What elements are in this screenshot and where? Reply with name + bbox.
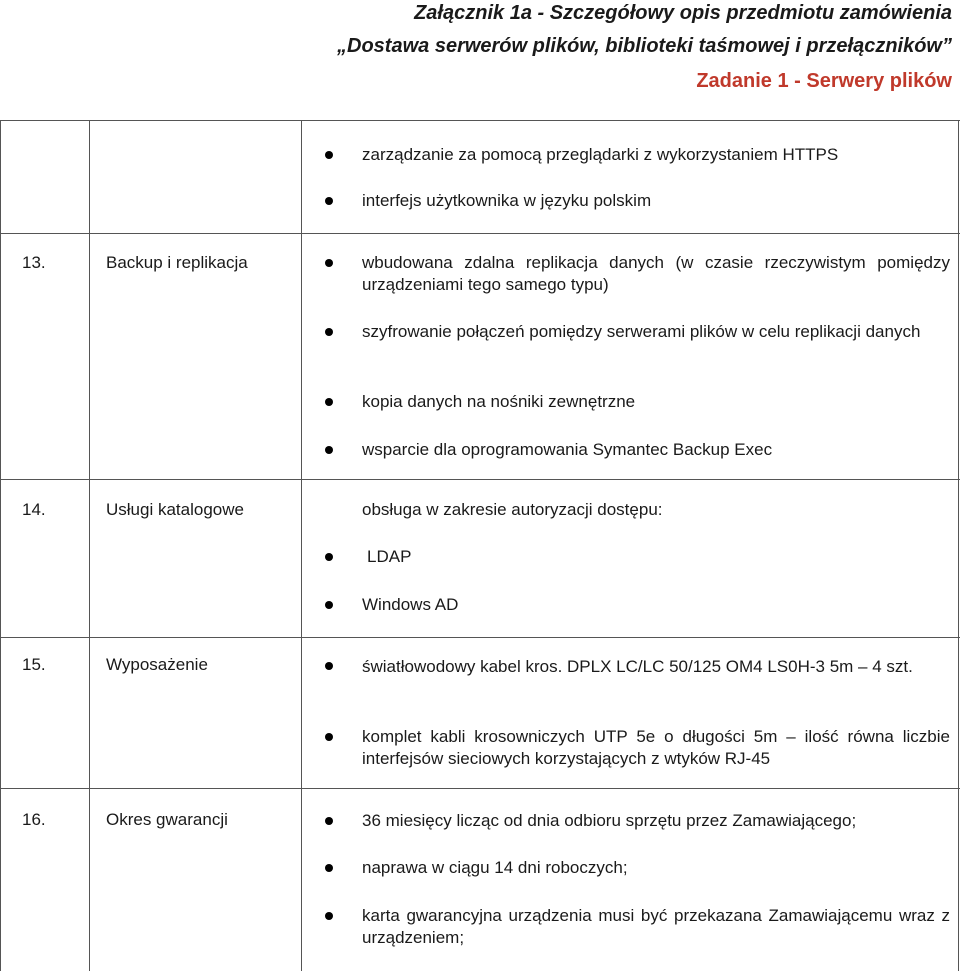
list-item: interfejs użytkownika w języku polskim	[362, 191, 652, 210]
attachment-title: Załącznik 1a - Szczegółowy opis przedmiotu zamówienia	[414, 2, 952, 24]
bullet-icon	[325, 259, 333, 267]
list-item: naprawa w ciągu 14 dni roboczych;	[362, 858, 628, 877]
bullet-icon	[325, 912, 333, 920]
bullet-icon	[325, 553, 333, 561]
list-item: światłowodowy kabel kros. DPLX LC/LC 50/125 OM4 LS0H-3 5m – 4 szt.	[362, 657, 913, 676]
bullet-icon	[325, 446, 333, 454]
row-category: Okres gwarancji	[106, 810, 228, 829]
bullet-icon	[325, 151, 333, 159]
row-category: Backup i replikacja	[106, 253, 248, 272]
bullet-icon	[325, 817, 333, 825]
row-number: 16.	[22, 810, 46, 829]
bullet-icon	[325, 197, 333, 205]
list-item: szyfrowanie połączeń pomiędzy serwerami plików w celu replikacji danych	[362, 322, 921, 341]
list-item: kopia danych na nośniki zewnętrzne	[362, 392, 636, 411]
list-item: karta gwarancyjna urządzenia musi być przekazana Zamawiającemu wraz z urządzeniem;	[362, 906, 950, 947]
bullet-icon	[325, 398, 333, 406]
list-item: komplet kabli krosowniczych UTP 5e o długości 5m – ilość równa liczbie interfejsów sieciowych korzystających z wtyków RJ-45	[362, 727, 950, 768]
list-item: wbudowana zdalna replikacja danych (w czasie rzeczywistym pomiędzy urządzeniami tego samego typu)	[362, 253, 950, 294]
bullet-icon	[325, 601, 333, 609]
bullet-icon	[325, 662, 333, 670]
row-intro: obsługa w zakresie autoryzacji dostępu:	[362, 500, 663, 519]
row-category: Wyposażenie	[106, 655, 208, 674]
row-number: 15.	[22, 655, 46, 674]
list-item: Windows AD	[362, 595, 459, 614]
row-number: 14.	[22, 500, 46, 519]
list-item: LDAP	[367, 547, 412, 566]
list-item: wsparcie dla oprogramowania Symantec Backup Exec	[362, 440, 773, 459]
list-item: zarządzanie za pomocą przeglądarki z wykorzystaniem HTTPS	[362, 145, 839, 164]
tender-title: „Dostawa serwerów plików, biblioteki taśmowej i przełączników”	[337, 35, 952, 57]
list-item: 36 miesięcy licząc od dnia odbioru sprzętu przez Zamawiającego;	[362, 811, 857, 830]
bullet-icon	[325, 328, 333, 336]
task-title: Zadanie 1 - Serwery plików	[696, 70, 952, 92]
bullet-icon	[325, 864, 333, 872]
bullet-icon	[325, 733, 333, 741]
row-category: Usługi katalogowe	[106, 500, 244, 519]
row-number: 13.	[22, 253, 46, 272]
